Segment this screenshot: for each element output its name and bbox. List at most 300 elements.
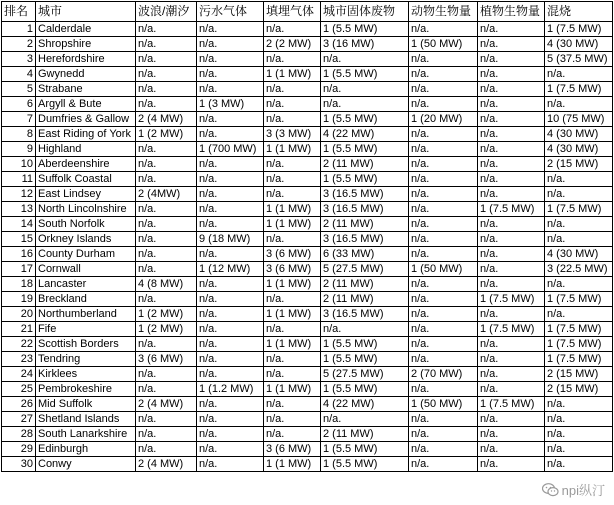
value-cell: n/a. [409, 442, 478, 457]
table-row [2, 337, 613, 352]
rank-cell: 9 [2, 142, 36, 157]
value-cell: n/a. [478, 127, 545, 142]
value-cell: n/a. [478, 457, 545, 472]
column-header: 植物生物量 [478, 2, 545, 22]
value-cell: 2 (4 MW) [136, 397, 197, 412]
table-row [2, 112, 613, 127]
value-cell: 1 (1 MW) [264, 277, 321, 292]
value-cell: n/a. [409, 202, 478, 217]
rank-cell: 17 [2, 262, 36, 277]
value-cell: n/a. [545, 412, 613, 427]
value-cell: n/a. [197, 397, 264, 412]
value-cell: 3 (16.5 MW) [321, 232, 409, 247]
value-cell: n/a. [197, 292, 264, 307]
value-cell: n/a. [478, 217, 545, 232]
value-cell: n/a. [478, 22, 545, 37]
value-cell: n/a. [409, 277, 478, 292]
value-cell: n/a. [545, 277, 613, 292]
value-cell: n/a. [136, 247, 197, 262]
value-cell: n/a. [136, 412, 197, 427]
value-cell: n/a. [409, 307, 478, 322]
value-cell: n/a. [264, 187, 321, 202]
value-cell: 4 (30 MW) [545, 127, 613, 142]
city-cell: Orkney Islands [36, 232, 136, 247]
value-cell: n/a. [197, 52, 264, 67]
value-cell: n/a. [136, 52, 197, 67]
rank-cell: 3 [2, 52, 36, 67]
rank-cell: 28 [2, 427, 36, 442]
value-cell: n/a. [545, 217, 613, 232]
value-cell: n/a. [478, 97, 545, 112]
value-cell: n/a. [478, 232, 545, 247]
energy-table [1, 1, 613, 472]
table-row [2, 412, 613, 427]
value-cell: n/a. [136, 337, 197, 352]
city-cell: East Riding of York [36, 127, 136, 142]
value-cell: n/a. [545, 67, 613, 82]
value-cell: 1 (5.5 MW) [321, 172, 409, 187]
value-cell: 1 (50 MW) [409, 37, 478, 52]
value-cell: 1 (5.5 MW) [321, 142, 409, 157]
value-cell: n/a. [264, 427, 321, 442]
value-cell: 3 (6 MW) [264, 442, 321, 457]
column-header: 城市固体废物 [321, 2, 409, 22]
rank-cell: 16 [2, 247, 36, 262]
value-cell: 1 (1 MW) [264, 337, 321, 352]
table-row [2, 232, 613, 247]
value-cell: n/a. [478, 427, 545, 442]
table-row [2, 262, 613, 277]
value-cell: 9 (18 MW) [197, 232, 264, 247]
rank-cell: 26 [2, 397, 36, 412]
value-cell: n/a. [545, 397, 613, 412]
city-cell: Scottish Borders [36, 337, 136, 352]
value-cell: n/a. [409, 457, 478, 472]
city-cell: Mid Suffolk [36, 397, 136, 412]
rank-cell: 25 [2, 382, 36, 397]
rank-cell: 12 [2, 187, 36, 202]
value-cell: n/a. [197, 442, 264, 457]
city-cell: South Norfolk [36, 217, 136, 232]
city-cell: Fife [36, 322, 136, 337]
value-cell: n/a. [264, 367, 321, 382]
value-cell: n/a. [136, 202, 197, 217]
rank-cell: 11 [2, 172, 36, 187]
city-cell: Kirklees [36, 367, 136, 382]
value-cell: n/a. [478, 307, 545, 322]
value-cell: 2 (4MW) [136, 187, 197, 202]
city-cell: Breckland [36, 292, 136, 307]
value-cell: 1 (3 MW) [197, 97, 264, 112]
value-cell: n/a. [409, 352, 478, 367]
value-cell: 1 (5.5 MW) [321, 382, 409, 397]
value-cell: n/a. [136, 292, 197, 307]
value-cell: 2 (11 MW) [321, 292, 409, 307]
value-cell: 1 (5.5 MW) [321, 337, 409, 352]
value-cell: n/a. [409, 292, 478, 307]
table-row [2, 127, 613, 142]
rank-cell: 8 [2, 127, 36, 142]
value-cell: 3 (16.5 MW) [321, 187, 409, 202]
value-cell: n/a. [136, 22, 197, 37]
watermark [539, 480, 608, 499]
value-cell: n/a. [197, 127, 264, 142]
value-cell: n/a. [409, 82, 478, 97]
column-header: 城市 [36, 2, 136, 22]
value-cell: n/a. [136, 157, 197, 172]
table-row [2, 247, 613, 262]
value-cell: 5 (37.5 MW) [545, 52, 613, 67]
value-cell: 3 (22.5 MW) [545, 262, 613, 277]
city-cell: Highland [36, 142, 136, 157]
value-cell: 2 (11 MW) [321, 277, 409, 292]
city-cell: Northumberland [36, 307, 136, 322]
value-cell: n/a. [545, 232, 613, 247]
rank-cell: 2 [2, 37, 36, 52]
city-cell: Edinburgh [36, 442, 136, 457]
value-cell: n/a. [545, 427, 613, 442]
value-cell: n/a. [197, 457, 264, 472]
value-cell: n/a. [478, 157, 545, 172]
value-cell: n/a. [478, 37, 545, 52]
value-cell: n/a. [264, 322, 321, 337]
value-cell: n/a. [478, 337, 545, 352]
value-cell: n/a. [136, 172, 197, 187]
table-row [2, 382, 613, 397]
city-cell: Herefordshire [36, 52, 136, 67]
city-cell: Lancaster [36, 277, 136, 292]
value-cell: n/a. [321, 412, 409, 427]
value-cell: n/a. [478, 112, 545, 127]
value-cell: n/a. [197, 367, 264, 382]
value-cell: n/a. [197, 352, 264, 367]
value-cell: n/a. [264, 52, 321, 67]
value-cell: 4 (22 MW) [321, 397, 409, 412]
table-row [2, 37, 613, 52]
value-cell: 1 (7.5 MW) [545, 292, 613, 307]
value-cell: 1 (1 MW) [264, 217, 321, 232]
table-row [2, 457, 613, 472]
column-header: 混烧 [545, 2, 613, 22]
table-body [2, 22, 613, 472]
value-cell: n/a. [409, 337, 478, 352]
rank-cell: 18 [2, 277, 36, 292]
column-header: 填埋气体 [264, 2, 321, 22]
value-cell: 4 (30 MW) [545, 37, 613, 52]
value-cell: n/a. [478, 67, 545, 82]
table-row [2, 427, 613, 442]
value-cell: n/a. [409, 247, 478, 262]
value-cell: n/a. [197, 172, 264, 187]
column-header: 污水气体 [197, 2, 264, 22]
value-cell: n/a. [409, 217, 478, 232]
value-cell: 2 (15 MW) [545, 382, 613, 397]
rank-cell: 30 [2, 457, 36, 472]
value-cell: n/a. [264, 82, 321, 97]
rank-cell: 6 [2, 97, 36, 112]
value-cell: n/a. [197, 22, 264, 37]
value-cell: 1 (1 MW) [264, 142, 321, 157]
value-cell: n/a. [264, 352, 321, 367]
value-cell: 1 (7.5 MW) [545, 82, 613, 97]
value-cell: 2 (4 MW) [136, 457, 197, 472]
value-cell: n/a. [136, 232, 197, 247]
watermark-text: npi纵汀 [561, 483, 605, 498]
value-cell: 1 (700 MW) [197, 142, 264, 157]
value-cell: n/a. [136, 37, 197, 52]
table-row [2, 352, 613, 367]
city-cell: Gwynedd [36, 67, 136, 82]
value-cell: 1 (1.2 MW) [197, 382, 264, 397]
value-cell: 3 (6 MW) [264, 247, 321, 262]
value-cell: 3 (16.5 MW) [321, 202, 409, 217]
value-cell: 2 (11 MW) [321, 157, 409, 172]
value-cell: 3 (6 MW) [264, 262, 321, 277]
table-row [2, 67, 613, 82]
value-cell: 6 (33 MW) [321, 247, 409, 262]
value-cell: n/a. [409, 52, 478, 67]
value-cell: n/a. [478, 262, 545, 277]
table-row [2, 157, 613, 172]
value-cell: 5 (27.5 MW) [321, 262, 409, 277]
rank-cell: 21 [2, 322, 36, 337]
value-cell: n/a. [264, 292, 321, 307]
value-cell: n/a. [321, 322, 409, 337]
value-cell: n/a. [264, 112, 321, 127]
table-row [2, 22, 613, 37]
city-cell: Pembrokeshire [36, 382, 136, 397]
value-cell: n/a. [136, 442, 197, 457]
value-cell: 3 (3 MW) [264, 127, 321, 142]
value-cell: 1 (5.5 MW) [321, 22, 409, 37]
header-row [2, 2, 613, 22]
rank-cell: 20 [2, 307, 36, 322]
value-cell: n/a. [409, 142, 478, 157]
value-cell: n/a. [409, 22, 478, 37]
table-row [2, 142, 613, 157]
value-cell: n/a. [136, 382, 197, 397]
value-cell: 10 (75 MW) [545, 112, 613, 127]
value-cell: n/a. [264, 22, 321, 37]
rank-cell: 29 [2, 442, 36, 457]
value-cell: n/a. [478, 82, 545, 97]
value-cell: n/a. [197, 427, 264, 442]
city-cell: Suffolk Coastal [36, 172, 136, 187]
value-cell: n/a. [197, 247, 264, 262]
city-cell: Calderdale [36, 22, 136, 37]
rank-cell: 19 [2, 292, 36, 307]
value-cell: n/a. [197, 157, 264, 172]
city-cell: Tendring [36, 352, 136, 367]
city-cell: East Lindsey [36, 187, 136, 202]
wechat-icon [542, 483, 559, 497]
rank-cell: 15 [2, 232, 36, 247]
value-cell: n/a. [197, 412, 264, 427]
value-cell: 3 (16 MW) [321, 37, 409, 52]
table-row [2, 367, 613, 382]
value-cell: n/a. [136, 427, 197, 442]
rank-cell: 1 [2, 22, 36, 37]
city-cell: Cornwall [36, 262, 136, 277]
rank-cell: 24 [2, 367, 36, 382]
value-cell: 1 (1 MW) [264, 457, 321, 472]
value-cell: 4 (30 MW) [545, 142, 613, 157]
value-cell: 1 (2 MW) [136, 127, 197, 142]
rank-cell: 27 [2, 412, 36, 427]
value-cell: n/a. [478, 277, 545, 292]
value-cell: n/a. [264, 412, 321, 427]
column-header: 排名 [2, 2, 36, 22]
value-cell: n/a. [264, 157, 321, 172]
table-row [2, 202, 613, 217]
value-cell: 1 (1 MW) [264, 202, 321, 217]
value-cell: n/a. [197, 307, 264, 322]
value-cell: n/a. [197, 337, 264, 352]
table-row [2, 397, 613, 412]
value-cell: n/a. [321, 82, 409, 97]
value-cell: n/a. [478, 187, 545, 202]
value-cell: n/a. [321, 97, 409, 112]
table-row [2, 292, 613, 307]
value-cell: n/a. [478, 172, 545, 187]
value-cell: n/a. [197, 67, 264, 82]
value-cell: 1 (12 MW) [197, 262, 264, 277]
value-cell: 1 (7.5 MW) [545, 352, 613, 367]
value-cell: n/a. [545, 97, 613, 112]
value-cell: 5 (27.5 MW) [321, 367, 409, 382]
value-cell: 1 (7.5 MW) [478, 292, 545, 307]
value-cell: n/a. [409, 67, 478, 82]
value-cell: n/a. [545, 187, 613, 202]
value-cell: 2 (11 MW) [321, 427, 409, 442]
value-cell: 4 (8 MW) [136, 277, 197, 292]
table-row [2, 172, 613, 187]
value-cell: 1 (7.5 MW) [545, 22, 613, 37]
value-cell: n/a. [478, 382, 545, 397]
value-cell: n/a. [136, 97, 197, 112]
value-cell: n/a. [478, 52, 545, 67]
value-cell: 1 (7.5 MW) [478, 397, 545, 412]
value-cell: 1 (5.5 MW) [321, 457, 409, 472]
table-row [2, 307, 613, 322]
value-cell: n/a. [136, 217, 197, 232]
value-cell: n/a. [136, 82, 197, 97]
value-cell: n/a. [478, 352, 545, 367]
value-cell: n/a. [197, 277, 264, 292]
value-cell: n/a. [136, 262, 197, 277]
value-cell: 1 (1 MW) [264, 382, 321, 397]
value-cell: 1 (1 MW) [264, 67, 321, 82]
rank-cell: 23 [2, 352, 36, 367]
value-cell: n/a. [197, 82, 264, 97]
table-row [2, 322, 613, 337]
table-row [2, 82, 613, 97]
value-cell: 1 (50 MW) [409, 397, 478, 412]
value-cell: 2 (15 MW) [545, 367, 613, 382]
value-cell: n/a. [545, 172, 613, 187]
value-cell: n/a. [197, 322, 264, 337]
value-cell: 1 (1 MW) [264, 307, 321, 322]
value-cell: n/a. [321, 52, 409, 67]
value-cell: n/a. [409, 157, 478, 172]
rank-cell: 5 [2, 82, 36, 97]
value-cell: n/a. [409, 412, 478, 427]
value-cell: n/a. [197, 217, 264, 232]
value-cell: 4 (22 MW) [321, 127, 409, 142]
value-cell: n/a. [409, 232, 478, 247]
value-cell: 2 (11 MW) [321, 217, 409, 232]
value-cell: 1 (2 MW) [136, 307, 197, 322]
value-cell: n/a. [478, 142, 545, 157]
city-cell: Shetland Islands [36, 412, 136, 427]
value-cell: 1 (7.5 MW) [478, 202, 545, 217]
column-header: 动物生物量 [409, 2, 478, 22]
value-cell: 2 (4 MW) [136, 112, 197, 127]
value-cell: n/a. [409, 187, 478, 202]
value-cell: n/a. [545, 457, 613, 472]
value-cell: n/a. [409, 382, 478, 397]
value-cell: 1 (7.5 MW) [545, 322, 613, 337]
value-cell: n/a. [264, 397, 321, 412]
value-cell: n/a. [478, 367, 545, 382]
value-cell: n/a. [264, 232, 321, 247]
value-cell: n/a. [136, 142, 197, 157]
value-cell: n/a. [409, 127, 478, 142]
value-cell: 3 (16.5 MW) [321, 307, 409, 322]
value-cell: 3 (6 MW) [136, 352, 197, 367]
city-cell: South Lanarkshire [36, 427, 136, 442]
value-cell: n/a. [197, 187, 264, 202]
table-row [2, 52, 613, 67]
value-cell: 4 (30 MW) [545, 247, 613, 262]
rank-cell: 4 [2, 67, 36, 82]
value-cell: 1 (7.5 MW) [545, 202, 613, 217]
value-cell: 1 (2 MW) [136, 322, 197, 337]
city-cell: Shropshire [36, 37, 136, 52]
value-cell: n/a. [264, 172, 321, 187]
rank-cell: 14 [2, 217, 36, 232]
value-cell: 1 (7.5 MW) [545, 337, 613, 352]
value-cell: n/a. [136, 67, 197, 82]
value-cell: n/a. [197, 37, 264, 52]
value-cell: 2 (15 MW) [545, 157, 613, 172]
column-header: 波浪/潮汐 [136, 2, 197, 22]
city-cell: Argyll & Bute [36, 97, 136, 112]
table-row [2, 217, 613, 232]
city-cell: Strabane [36, 82, 136, 97]
value-cell: n/a. [409, 322, 478, 337]
table-row [2, 97, 613, 112]
city-cell: Dumfries & Gallow [36, 112, 136, 127]
value-cell: n/a. [478, 247, 545, 262]
rank-cell: 22 [2, 337, 36, 352]
city-cell: Aberdeenshire [36, 157, 136, 172]
value-cell: n/a. [409, 172, 478, 187]
rank-cell: 10 [2, 157, 36, 172]
value-cell: n/a. [409, 97, 478, 112]
value-cell: n/a. [478, 442, 545, 457]
value-cell: n/a. [545, 442, 613, 457]
rank-cell: 13 [2, 202, 36, 217]
value-cell: 1 (5.5 MW) [321, 442, 409, 457]
value-cell: n/a. [545, 307, 613, 322]
value-cell: 2 (70 MW) [409, 367, 478, 382]
value-cell: n/a. [409, 427, 478, 442]
value-cell: 2 (2 MW) [264, 37, 321, 52]
table-row [2, 277, 613, 292]
value-cell: 1 (5.5 MW) [321, 112, 409, 127]
value-cell: n/a. [264, 97, 321, 112]
